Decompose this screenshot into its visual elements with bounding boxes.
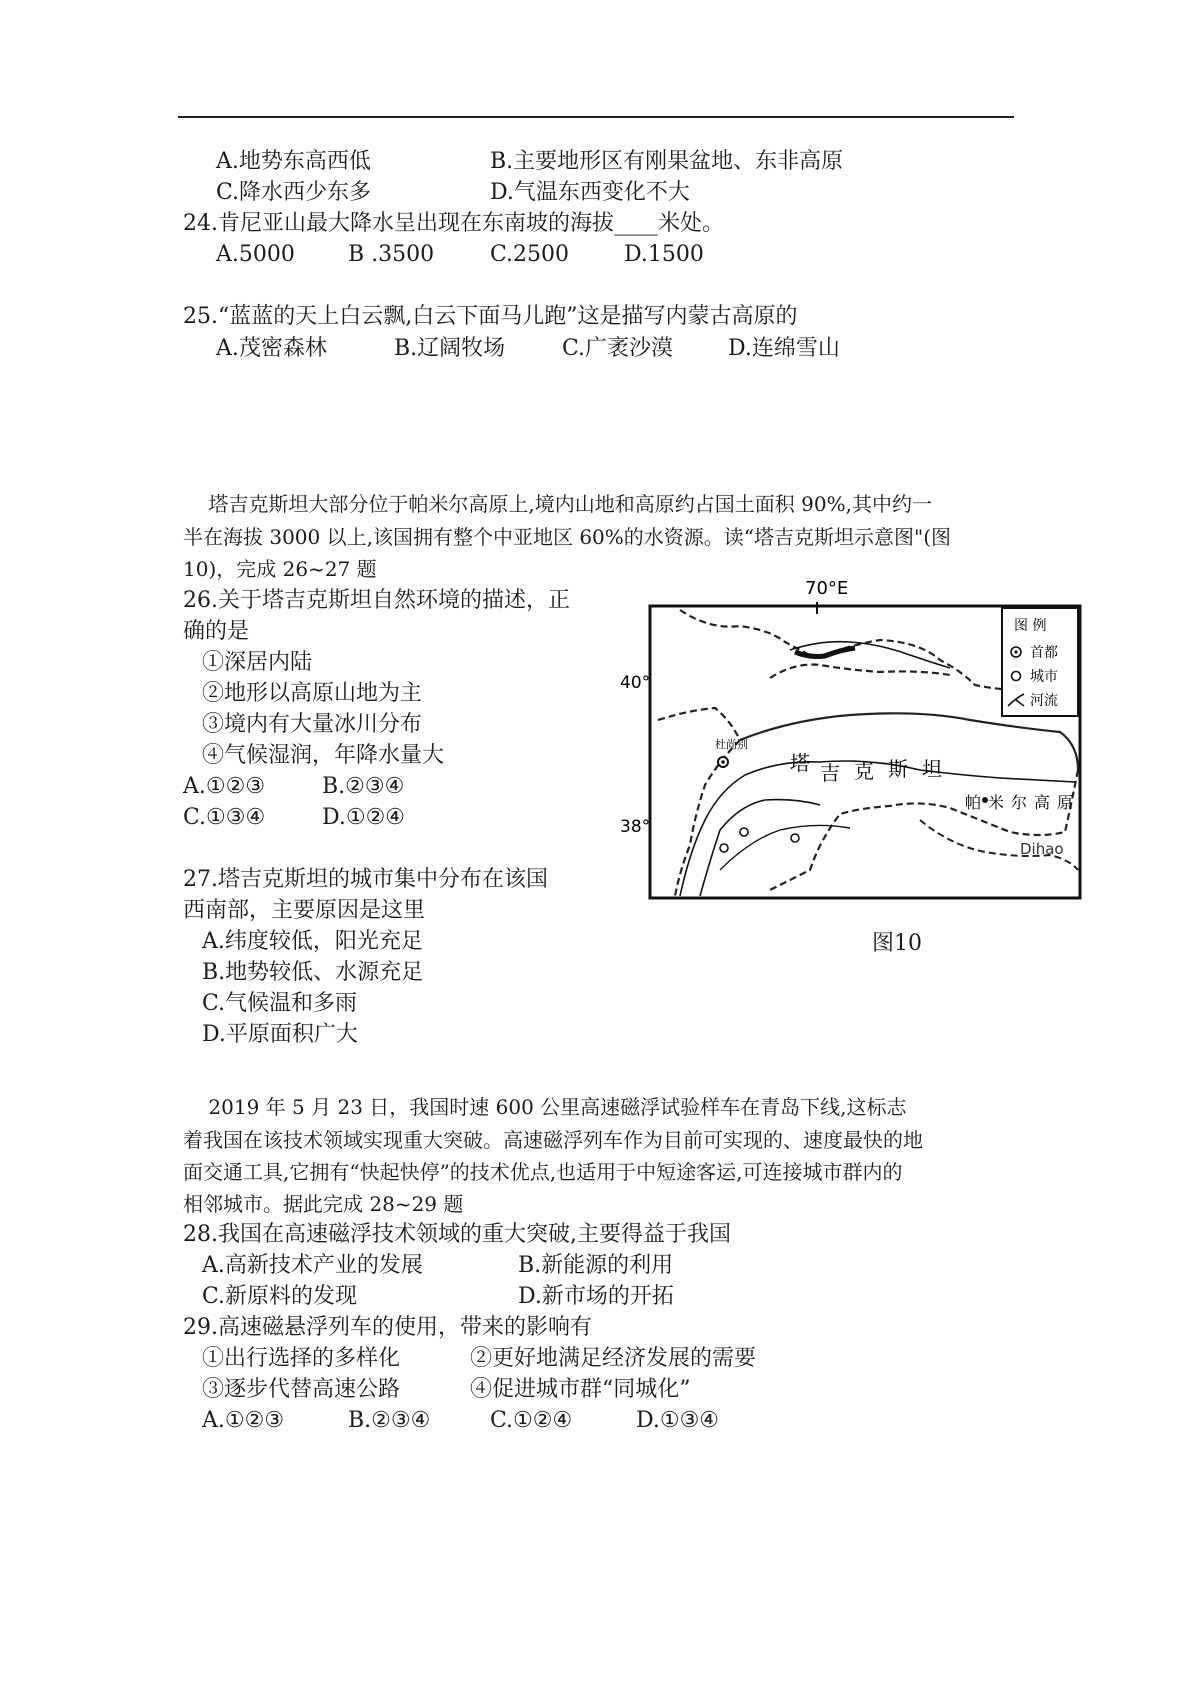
q27-option-b[interactable]: B.地势较低、水源充足 [202, 960, 424, 985]
passage1-line-1: 塔吉克斯坦大部分位于帕米尔高原上,境内山地和高原约占国土面积 90%,其中约一 [183, 492, 932, 516]
q26-item-1: ①深居内陆 [202, 650, 313, 675]
q25-option-b[interactable]: B.辽阔牧场 [394, 336, 506, 361]
q28-option-d[interactable]: D.新市场的开拓 [518, 1284, 674, 1309]
q27-stem-line-2: 西南部，主要原因是这里 [183, 898, 426, 923]
q29-option-a[interactable]: A.①②③ [202, 1408, 285, 1433]
map-lat-label-40: 40° [620, 673, 651, 693]
passage1-line-2: 半在海拔 3000 以上,该国拥有整个中亚地区 60%的水资源。读“塔吉克斯坦示意图"(图 [183, 525, 952, 549]
q25-option-c[interactable]: C.广袤沙漠 [562, 336, 674, 361]
q24-option-b[interactable]: B .3500 [348, 242, 435, 267]
q26-item-3: ③境内有大量冰川分布 [202, 712, 423, 737]
passage2-line-3: 面交通工具,它拥有“快起快停”的技术优点,也适用于中短途客运,可连接城市群内的 [183, 1160, 903, 1184]
q26-option-b[interactable]: B.②③④ [322, 774, 405, 799]
map-plateau-char-1: 帕 [965, 793, 982, 812]
q28-option-b[interactable]: B.新能源的利用 [518, 1253, 674, 1278]
q27-option-a[interactable]: A.纬度较低，阳光充足 [202, 929, 423, 954]
map-legend-river: 河流 [1030, 693, 1058, 709]
map-plateau-char-5: 原 [1057, 793, 1074, 812]
q25-stem: 25.“蓝蓝的天上白云飘,白云下面马儿跑”这是描写内蒙古高原的 [183, 304, 798, 329]
map-legend-title: 图 例 [1014, 618, 1047, 634]
map-legend-city-symbol [1012, 672, 1021, 681]
map-plateau-char-4: 高 [1034, 793, 1051, 812]
q26-stem-line-2: 确的是 [183, 619, 250, 644]
top-divider-line [178, 116, 1014, 118]
map-watermark: Dihao [1020, 840, 1064, 858]
map-country-char-5: 坦 [922, 757, 942, 781]
q28-stem: 28.我国在高速磁浮技术领域的重大突破,主要得益于我国 [183, 1222, 731, 1247]
passage2-line-2: 着我国在该技术领域实现重大突破。高速磁浮列车作为目前可实现的、速度最快的地 [183, 1128, 923, 1152]
q29-option-c[interactable]: C.①②④ [490, 1408, 573, 1433]
q26-option-a[interactable]: A.①②③ [183, 774, 266, 799]
q27-stem-line-1: 27.塔吉克斯坦的城市集中分布在该国 [183, 867, 548, 892]
q23-option-d[interactable]: D.气温东西变化不大 [490, 180, 690, 205]
map-city-marker-1 [740, 828, 748, 836]
map-plateau-char-2: 米 [988, 793, 1005, 812]
passage2-line-4: 相邻城市。据此完成 28~29 题 [183, 1192, 464, 1216]
q26-option-c[interactable]: C.①③④ [183, 805, 266, 830]
q27-option-d[interactable]: D.平原面积广大 [202, 1022, 358, 1047]
q29-item-3: ③逐步代替高速公路 [202, 1377, 401, 1402]
q28-option-a[interactable]: A.高新技术产业的发展 [202, 1253, 423, 1278]
map-lon-label: 70°E [805, 578, 849, 599]
q23-option-b[interactable]: B.主要地形区有刚果盆地、东非高原 [490, 149, 844, 174]
q24-option-a[interactable]: A.5000 [216, 242, 295, 267]
map-city-marker-3 [791, 834, 799, 842]
map-legend-city: 城市 [1030, 669, 1058, 685]
passage2-line-1: 2019 年 5 月 23 日，我国时速 600 公里高速磁浮试验样车在青岛下线,这标志 [183, 1095, 907, 1119]
tajikistan-map [620, 570, 1090, 910]
q26-stem-line-1: 26.关于塔吉克斯坦自然环境的描述，正 [183, 588, 570, 613]
map-country-char-2: 吉 [820, 761, 840, 785]
q26-item-4: ④气候湿润，年降水量大 [202, 743, 445, 768]
map-caption: 图10 [872, 931, 922, 956]
q29-option-b[interactable]: B.②③④ [348, 1408, 431, 1433]
map-plateau-char-3: 尔 [1011, 793, 1028, 812]
q26-item-2: ②地形以高原山地为主 [202, 681, 423, 706]
q23-option-a[interactable]: A.地势东高西低 [216, 149, 371, 174]
map-capital-label: 杜尚别 [715, 738, 748, 751]
map-city-marker-2 [720, 844, 728, 852]
map-country-char-3: 克 [854, 759, 874, 783]
q29-stem: 29.高速磁悬浮列车的使用，带来的影响有 [183, 1315, 592, 1340]
q26-option-d[interactable]: D.①②④ [322, 805, 406, 830]
q29-option-d[interactable]: D.①③④ [636, 1408, 720, 1433]
map-small-dot [982, 797, 988, 803]
map-country-char-1: 塔 [790, 751, 810, 775]
q24-option-c[interactable]: C.2500 [490, 242, 570, 267]
q25-option-a[interactable]: A.茂密森林 [216, 336, 327, 361]
q25-option-d[interactable]: D.连绵雪山 [728, 336, 840, 361]
passage1-line-3: 10)，完成 26~27 题 [183, 557, 377, 581]
q29-item-4: ④促进城市群“同城化” [470, 1377, 691, 1402]
map-country-char-4: 斯 [888, 757, 908, 781]
q24-option-d[interactable]: D.1500 [624, 242, 704, 267]
q27-option-c[interactable]: C.气候温和多雨 [202, 991, 358, 1016]
q29-item-1: ①出行选择的多样化 [202, 1346, 401, 1371]
q29-item-2: ②更好地满足经济发展的需要 [470, 1346, 757, 1371]
map-legend-capital: 首都 [1030, 645, 1058, 661]
map-lat-label-38: 38° [620, 817, 651, 837]
q28-option-c[interactable]: C.新原料的发现 [202, 1284, 358, 1309]
q23-option-c[interactable]: C.降水西少东多 [216, 180, 372, 205]
q24-stem: 24.肯尼亚山最大降水呈出现在东南坡的海拔____米处。 [183, 211, 724, 236]
